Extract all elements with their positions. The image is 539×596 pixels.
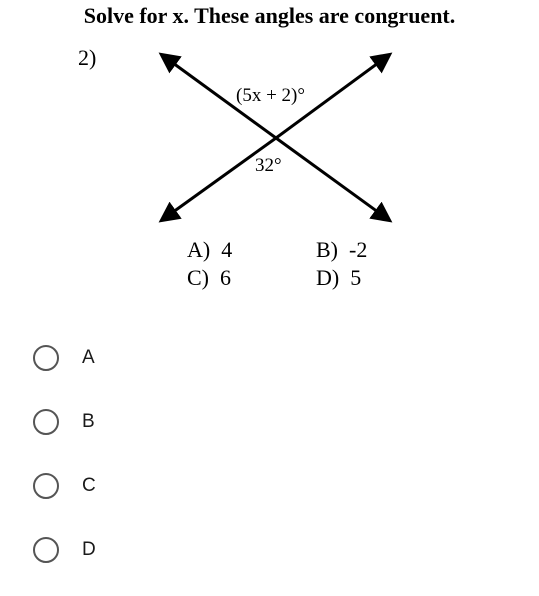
choice-a (187, 236, 316, 264)
option-a[interactable] (33, 340, 96, 376)
choice-a-letter: A) (187, 237, 211, 262)
choice-c-value: 6 (220, 265, 231, 290)
answer-choices (187, 236, 445, 292)
choice-d-value: 5 (350, 265, 362, 290)
option-b[interactable] (33, 404, 96, 440)
radio-button-b[interactable] (33, 409, 59, 435)
option-a-label: A (82, 347, 95, 368)
answer-options (33, 340, 96, 596)
line-two-extension (162, 138, 276, 220)
problem-number: 2) (78, 45, 97, 70)
choice-b-value: -2 (349, 237, 368, 262)
option-d-label: D (82, 539, 96, 560)
radio-button-c[interactable] (33, 473, 59, 499)
choice-d-letter: D) (316, 265, 340, 290)
choice-c-letter: C) (187, 265, 209, 290)
choice-c (187, 264, 316, 292)
choice-d (316, 264, 445, 292)
choice-b-letter: B) (316, 237, 338, 262)
option-c[interactable] (33, 468, 96, 504)
choice-b (316, 236, 445, 264)
option-c-label: C (82, 475, 96, 496)
bottom-angle-label: 32° (255, 155, 282, 176)
question-title: Solve for x. These angles are congruent. (83, 3, 456, 28)
choice-a-value: 4 (221, 237, 233, 262)
option-d[interactable] (33, 532, 96, 568)
line-one-extension (276, 138, 389, 220)
radio-button-a[interactable] (33, 345, 59, 371)
top-angle-label: (5x + 2)° (236, 85, 305, 106)
option-b-label: B (82, 411, 95, 432)
